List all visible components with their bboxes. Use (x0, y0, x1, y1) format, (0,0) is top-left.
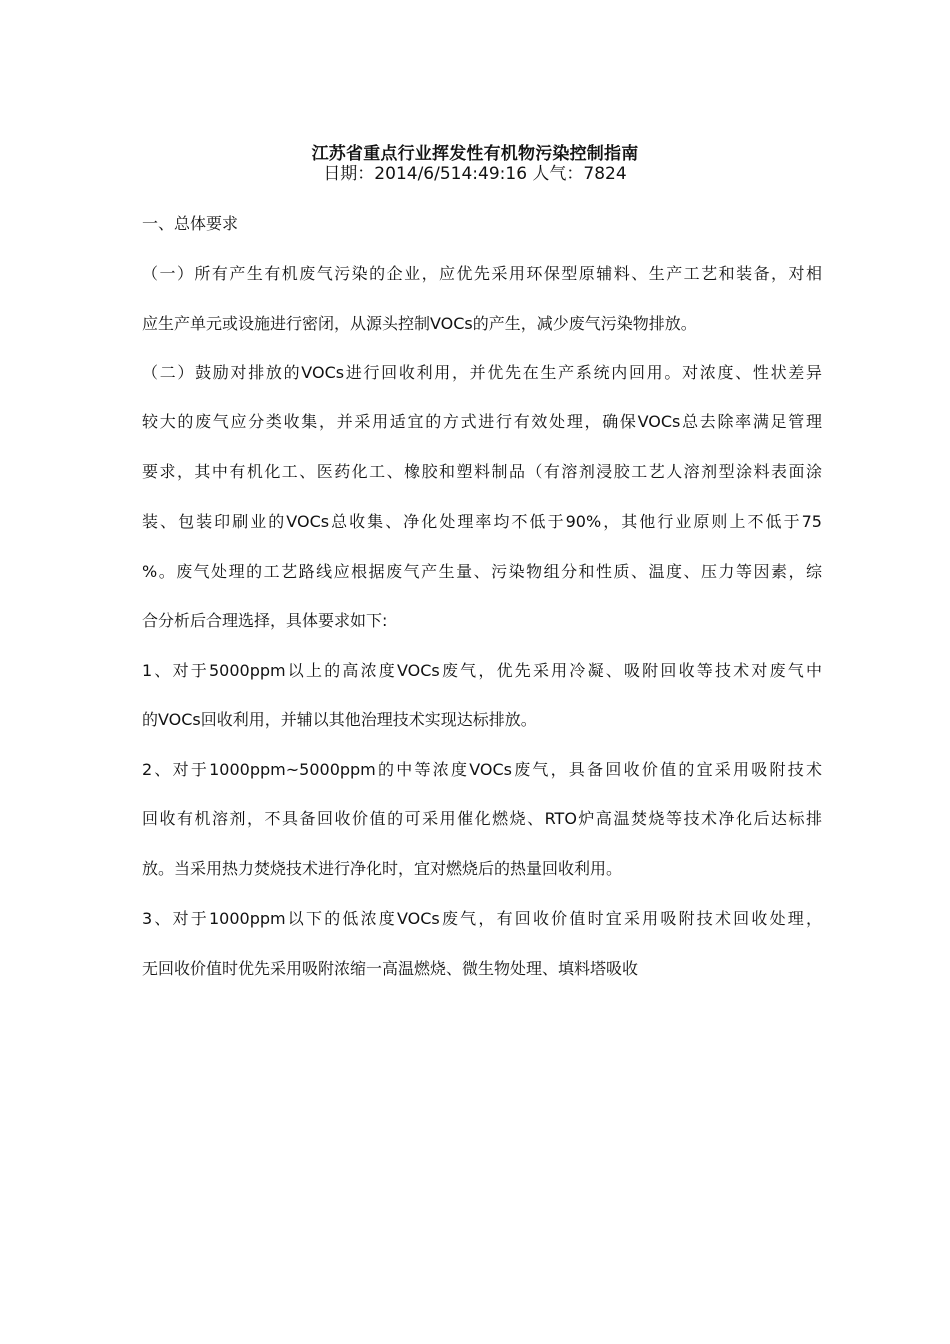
paragraph-line: 1、对于5000ppm以上的高浓度VOCs废气，优先采用冷凝、吸附回收等技术对废气中 (142, 661, 822, 680)
paragraph-line: 装、包装印刷业的VOCs总收集、净化处理率均不低于90%，其他行业原则上不低于75 (142, 512, 822, 531)
paragraph-line: （二）鼓励对排放的VOCs进行回收利用，并优先在生产系统内回用。对浓度、性状差异 (142, 363, 822, 382)
paragraph-line: 回收有机溶剂，不具备回收价值的可采用催化燃烧、RTO炉高温焚烧等技术净化后达标排 (142, 809, 822, 828)
paragraph-line: 合分析后合理选择，具体要求如下: (142, 611, 388, 630)
paragraph-line: 2、对于1000ppm~5000ppm的中等浓度VOCs废气，具备回收价值的宜采用吸附技术 (142, 760, 822, 779)
document-title: 江苏省重点行业挥发性有机物污染控制指南 (311, 144, 639, 164)
paragraph-line: 要求，其中有机化工、医药化工、橡胶和塑料制品（有溶剂浸胶工艺人溶剂型涂料表面涂 (142, 462, 822, 481)
paragraph-line: 无回收价值时优先采用吸附浓缩一高温燃烧、微生物处理、填料塔吸收 (142, 959, 639, 978)
paragraph-line: （一）所有产生有机废气污染的企业，应优先采用环保型原辅料、生产工艺和装备，对相 (142, 264, 822, 283)
paragraph-line: 的VOCs回收利用，并辅以其他治理技术实现达标排放。 (142, 710, 537, 729)
document-meta: 日期：2014/6/514:49:16 人气：7824 (323, 164, 627, 184)
paragraph-line: 应生产单元或设施进行密闭，从源头控制VOCs的产生，减少废气污染物排放。 (142, 314, 697, 333)
section-heading: 一、总体要求 (142, 214, 239, 233)
paragraph-line: 放。当采用热力焚烧技术进行净化时，宜对燃烧后的热量回收利用。 (142, 859, 623, 878)
paragraph-line: 3、对于1000ppm以下的低浓度VOCs废气，有回收价值时宜采用吸附技术回收处理， (142, 909, 822, 928)
paragraph-line: 较大的废气应分类收集，并采用适宜的方式进行有效处理，确保VOCs总去除率满足管理 (142, 412, 822, 431)
paragraph-line: %。废气处理的工艺路线应根据废气产生量、污染物组分和性质、温度、压力等因素，综 (142, 562, 822, 581)
